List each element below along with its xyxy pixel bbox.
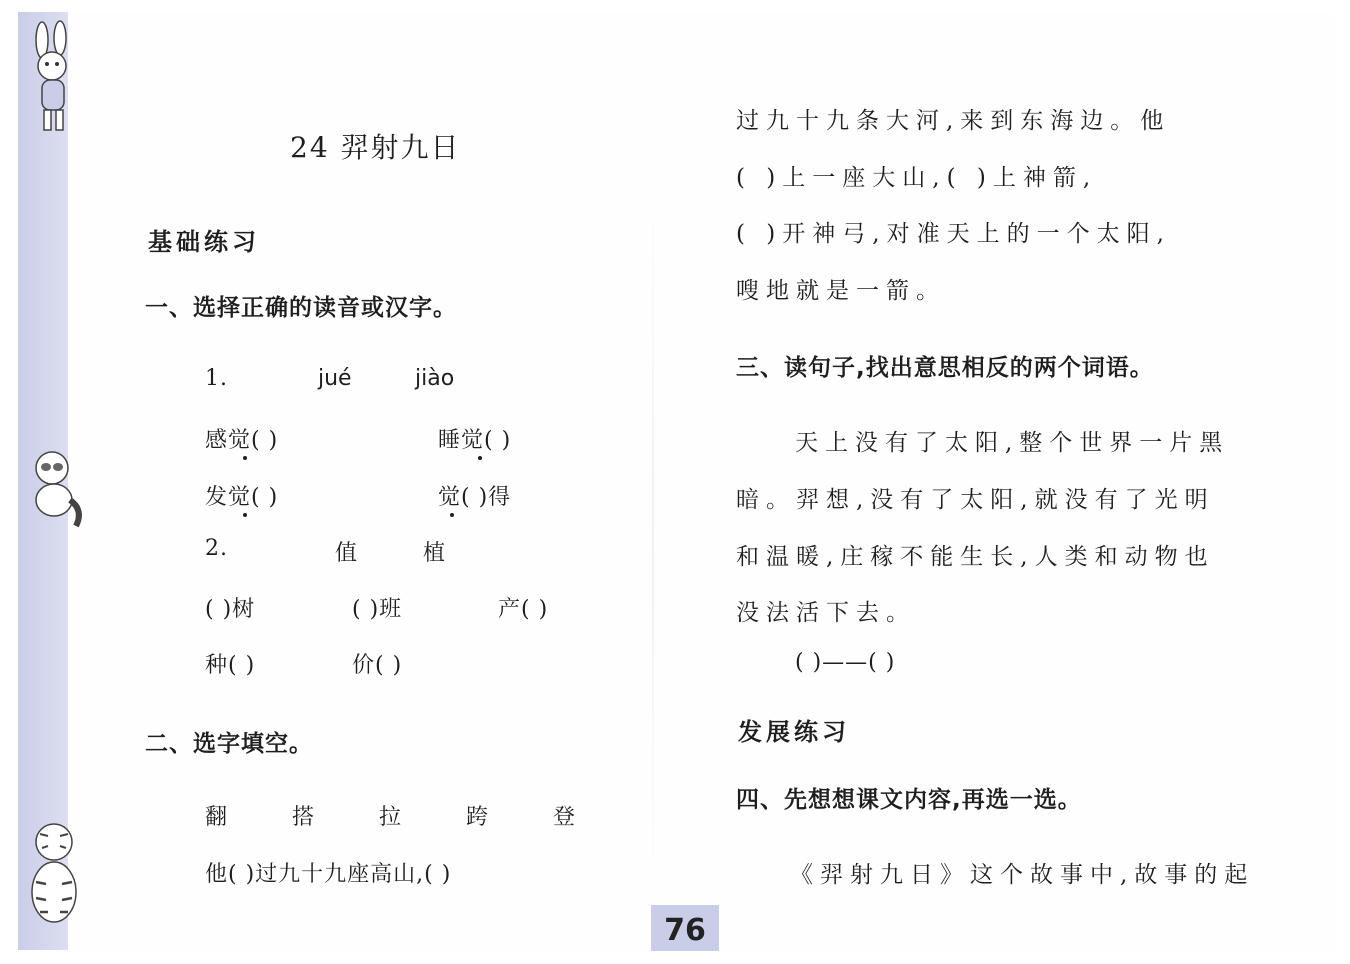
question-4-title: 四、先想想课文内容,再选一选。: [736, 787, 1082, 813]
blank-zhong: 种( ): [205, 653, 256, 678]
q1-part2-number: 2.: [205, 536, 228, 561]
sentence-line-4: 没法活下去。: [736, 600, 916, 626]
question-4-text: 《羿射九日》这个故事中,故事的起: [790, 862, 1255, 888]
blank-jia: 价( ): [352, 653, 403, 678]
sentence-line-3: 和温暖,庄稼不能生长,人类和动物也: [736, 544, 1215, 570]
passage-line-1: 过九十九条大河,来到东海边。他: [736, 108, 1171, 134]
choice-fan: 翻: [205, 805, 229, 830]
choice-da: 搭: [292, 805, 316, 830]
tiger-mascot: [20, 812, 90, 947]
word-ganjue: 感觉( ): [205, 428, 279, 453]
pinyin-jiao: jiào: [415, 366, 455, 391]
sentence-line-2: 暗。羿想,没有了太阳,就没有了光明: [736, 487, 1215, 513]
blank-chan: 产( ): [498, 597, 549, 622]
passage-line-3: ( )开神弓,对准天上的一个太阳,: [736, 221, 1171, 247]
word-juede: 觉( )得: [438, 485, 512, 510]
rabbit-mascot: [20, 20, 90, 140]
passage-line-2: ( )上一座大山,( )上神箭,: [736, 165, 1098, 191]
choice-kua: 跨: [466, 805, 490, 830]
char-zhi-plant: 植: [423, 541, 447, 566]
page-fold: [652, 160, 654, 920]
page-number: 76: [651, 905, 719, 951]
question-2-title: 二、选字填空。: [145, 731, 313, 757]
passage-line-4: 嗖地就是一箭。: [736, 278, 946, 304]
emphasis-dot: [243, 513, 247, 517]
pinyin-jue: jué: [318, 366, 352, 391]
section-basic-practice: 基础练习: [148, 228, 260, 256]
char-zhi-value: 值: [335, 541, 359, 566]
fill-line-1: 他( )过九十九座高山,( ): [205, 862, 452, 887]
emphasis-dot: [478, 456, 482, 460]
choice-la: 拉: [379, 805, 403, 830]
emphasis-dot: [243, 456, 247, 460]
blank-shu: ( )树: [205, 597, 256, 622]
choice-deng: 登: [553, 805, 577, 830]
word-fajue: 发觉( ): [205, 485, 279, 510]
q1-part1-number: 1.: [205, 366, 228, 391]
section-extended-practice: 发展练习: [738, 718, 850, 746]
lesson-title: 24 羿射九日: [290, 131, 461, 164]
blank-ban: ( )班: [352, 597, 403, 622]
antonym-answer-blanks: ( )——( ): [795, 650, 896, 675]
emphasis-dot: [450, 513, 454, 517]
word-shuijiao: 睡觉( ): [438, 428, 512, 453]
raccoon-mascot: [20, 440, 90, 530]
question-3-title: 三、读句子,找出意思相反的两个词语。: [736, 355, 1154, 381]
question-1-title: 一、选择正确的读音或汉字。: [145, 295, 457, 321]
sentence-line-1: 天上没有了太阳,整个世界一片黑: [795, 430, 1230, 456]
